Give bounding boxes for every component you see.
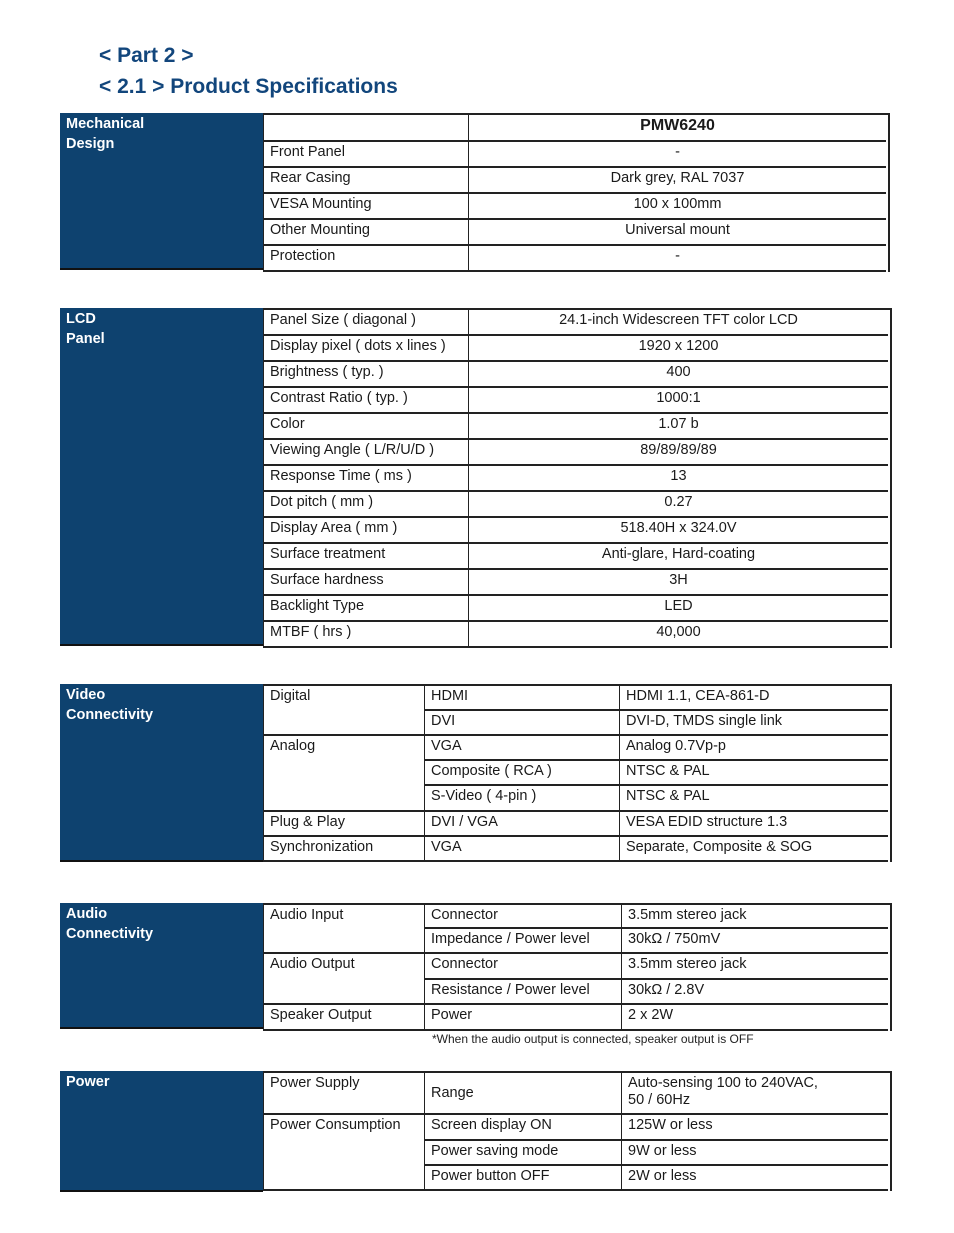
section-label-line: Video [66,687,106,703]
spec-value: HDMI 1.1, CEA-861-D [619,686,888,711]
spec-value: 1920 x 1200 [468,336,888,362]
section-label-line: Connectivity [66,926,154,942]
spec-value: 9W or less [621,1141,888,1166]
spec-name: Contrast Ratio ( typ. ) [263,388,468,414]
group-label: Audio Input [263,905,424,954]
spec-value: 125W or less [621,1115,888,1141]
spec-value: Analog 0.7Vp-p [619,736,888,761]
audio-table [263,903,892,1031]
spec-value: 0.27 [468,492,888,518]
spec-name: Composite ( RCA ) [424,761,619,786]
section-label-line: Connectivity [66,707,154,723]
spec-value: 24.1-inch Widescreen TFT color LCD [468,310,888,336]
spec-name: Surface hardness [263,570,468,596]
part-heading: < Part 2 > [99,44,194,67]
spec-value: 30kΩ / 750mV [621,929,888,954]
spec-value: 2W or less [621,1166,888,1191]
spec-name: Front Panel [263,142,468,168]
page-title: < 2.1 > Product Specifications [99,75,398,98]
spec-name: DVI / VGA [424,812,619,837]
section-label-line: Design [66,136,115,152]
spec-value: DVI-D, TMDS single link [619,711,888,736]
group-label: Plug & Play [263,812,424,837]
spec-name: Backlight Type [263,596,468,622]
table-cell-empty [263,115,468,142]
spec-name: VGA [424,837,619,862]
spec-name: Power [424,1005,621,1031]
spec-name: MTBF ( hrs ) [263,622,468,648]
spec-name: Color [263,414,468,440]
group-label: Digital [263,686,424,736]
spec-value: 400 [468,362,888,388]
spec-name: Surface treatment [263,544,468,570]
spec-name [424,1073,621,1115]
spec-name-text: Range [431,1084,474,1101]
spec-value: 100 x 100mm [468,194,886,220]
section-label-audio [60,903,263,1029]
spec-name: Display Area ( mm ) [263,518,468,544]
spec-name: S-Video ( 4-pin ) [424,786,619,812]
spec-value: NTSC & PAL [619,786,888,812]
spec-value: VESA EDID structure 1.3 [619,812,888,837]
spec-name: VESA Mounting [263,194,468,220]
spec-value: Dark grey, RAL 7037 [468,168,886,194]
spec-name: Protection [263,246,468,272]
group-label: Speaker Output [263,1005,424,1031]
spec-name: Display pixel ( dots x lines ) [263,336,468,362]
spec-name: Connector [424,905,621,929]
spec-value: 1000:1 [468,388,888,414]
spec-name: Impedance / Power level [424,929,621,954]
spec-value-line: Auto-sensing 100 to 240VAC, [628,1075,818,1091]
spec-value: - [468,142,886,168]
section-label-line: Mechanical [66,116,145,132]
spec-value: 518.40H x 324.0V [468,518,888,544]
spec-value: 1.07 b [468,414,888,440]
audio-footnote: *When the audio output is connected, speaker output is OFF [432,1032,754,1046]
lcd-table [263,308,892,648]
group-label: Power Supply [263,1073,424,1115]
section-label-line: Panel [66,331,105,347]
spec-value: NTSC & PAL [619,761,888,786]
section-label-video [60,684,263,862]
spec-value: 3.5mm stereo jack [621,954,888,980]
spec-name: Power button OFF [424,1166,621,1191]
power-table [263,1071,892,1191]
spec-name: Power saving mode [424,1141,621,1166]
spec-value: 89/89/89/89 [468,440,888,466]
spec-value: 30kΩ / 2.8V [621,980,888,1005]
group-label: Power Consumption [263,1115,424,1191]
section-label-line: LCD [66,311,96,327]
spec-value: 3H [468,570,888,596]
spec-name: DVI [424,711,619,736]
group-label: Synchronization [263,837,424,862]
spec-value: LED [468,596,888,622]
spec-value: - [468,246,886,272]
spec-value [621,1073,888,1115]
section-label-power [60,1071,263,1192]
spec-value: 13 [468,466,888,492]
spec-value-line: 50 / 60Hz [628,1092,691,1108]
spec-name: Response Time ( ms ) [263,466,468,492]
section-label-line: Power [66,1074,110,1090]
spec-value: Anti-glare, Hard-coating [468,544,888,570]
spec-name: Brightness ( typ. ) [263,362,468,388]
spec-name: Viewing Angle ( L/R/U/D ) [263,440,468,466]
spec-name: Panel Size ( diagonal ) [263,310,468,336]
spec-name: Other Mounting [263,220,468,246]
group-label: Audio Output [263,954,424,1005]
video-table [263,684,892,862]
spec-name: Rear Casing [263,168,468,194]
spec-value: Universal mount [468,220,886,246]
spec-name: HDMI [424,686,619,711]
spec-value: 3.5mm stereo jack [621,905,888,929]
spec-value: Separate, Composite & SOG [619,837,888,862]
spec-value: 40,000 [468,622,888,648]
spec-name: VGA [424,736,619,761]
section-label-lcd [60,308,263,646]
spec-name: Dot pitch ( mm ) [263,492,468,518]
spec-name: Screen display ON [424,1115,621,1141]
group-label: Analog [263,736,424,812]
spec-name: Resistance / Power level [424,980,621,1005]
section-label-line: Audio [66,906,108,922]
model-header: PMW6240 [468,115,886,142]
mechanical-table [263,113,890,272]
spec-name: Connector [424,954,621,980]
section-label-mechanical [60,113,263,270]
spec-value: 2 x 2W [621,1005,888,1031]
